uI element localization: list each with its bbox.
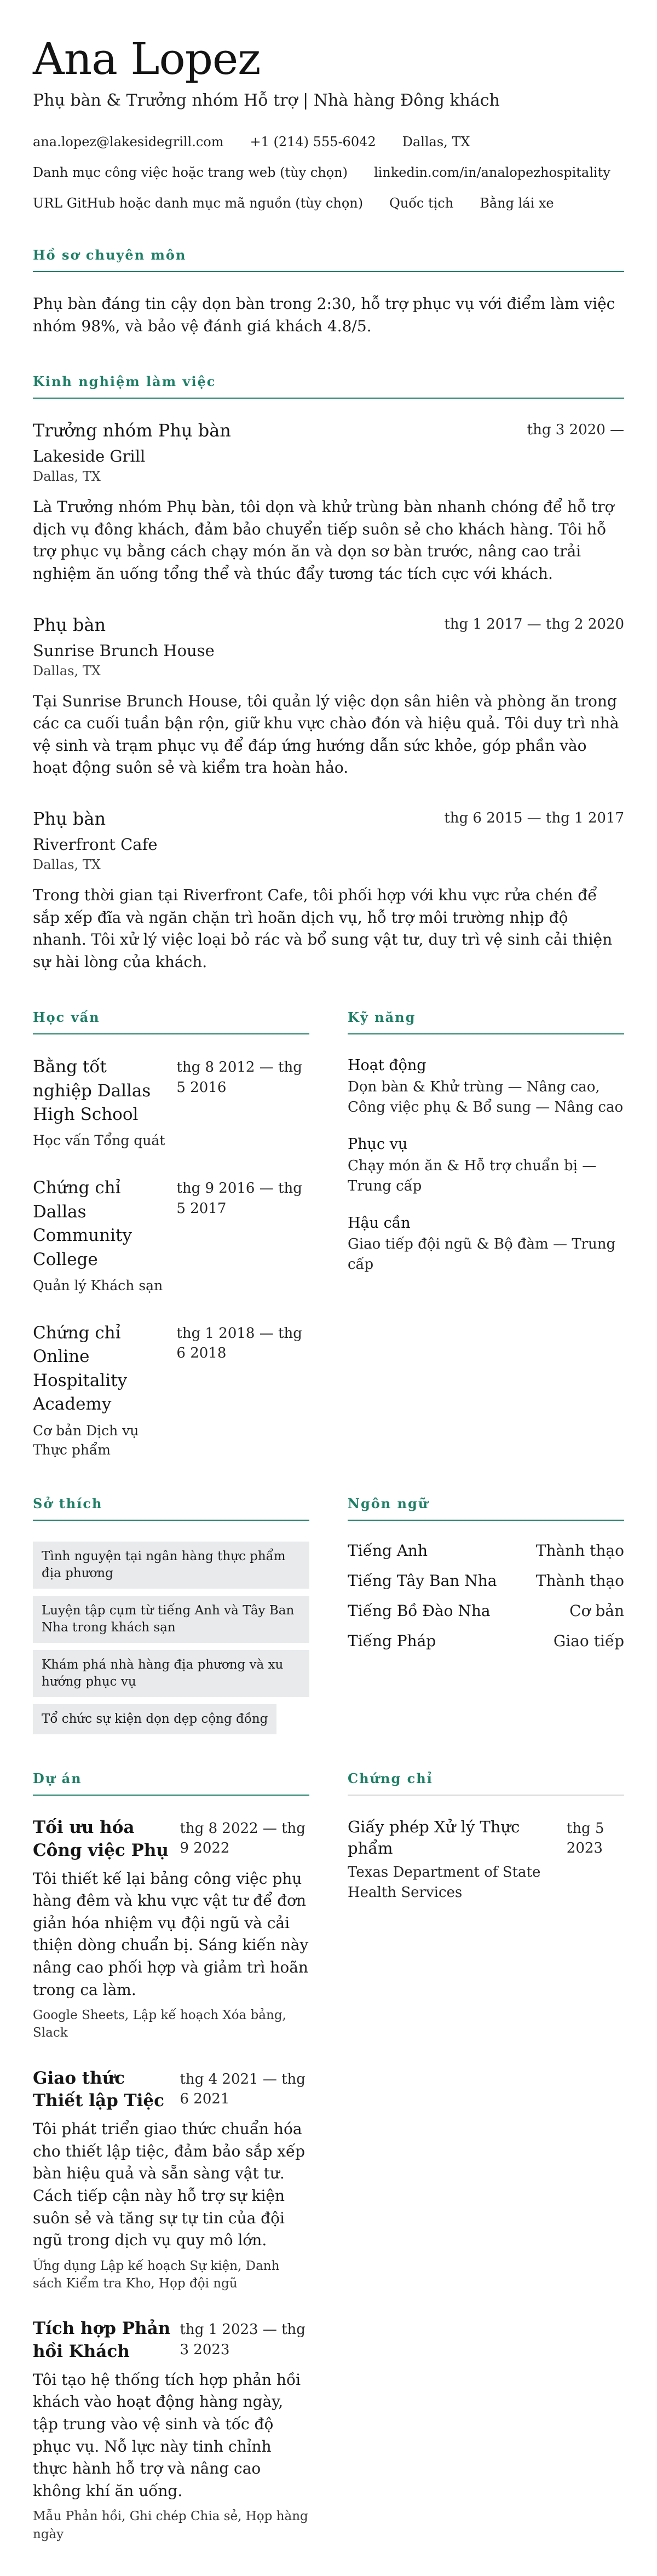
- row-projects-certificates: [33, 1770, 624, 2543]
- hobby-tag: Khám phá nhà hàng địa phương và xu hướng phục vụ: [33, 1650, 309, 1697]
- language-name: Tiếng Pháp: [348, 1631, 436, 1650]
- project-description: Tôi tạo hệ thống tích hợp phản hồi khách vào hoạt động hàng ngày, tập trung vào vệ sinh và tốc độ phục vụ. Nỗ lực này tinh chỉnh thực hành hỗ trợ và nâng cao không khí ăn uống.: [33, 2370, 301, 2500]
- section-divider: [33, 398, 624, 399]
- job-description: Trong thời gian tại Riverfront Cafe, tôi phối hợp với khu vực rửa chén để sắp xếp đĩa và ngăn chặn trì hoãn dịch vụ, hỗ trợ môi trường nhịp độ nhanh. Tôi xử lý việc loại bỏ rác và bổ sung vật tư, duy trì vệ sinh cải thiện sự hài lòng của khách.: [33, 886, 613, 971]
- language-level: Thành thạo: [535, 1541, 624, 1560]
- job-entry: [33, 808, 624, 973]
- certificates-heading: [348, 1770, 624, 1796]
- section-projects: [33, 1770, 309, 2543]
- project-entry: [33, 2067, 309, 2293]
- skill-group: [348, 1055, 624, 1118]
- contact-row: [33, 134, 624, 150]
- section-divider: [33, 1033, 309, 1034]
- certificate-date: thg 5 2023: [566, 1820, 604, 1857]
- skill-category: Phục vụ: [348, 1135, 408, 1153]
- project-dates: thg 4 2021 — thg 6 2021: [180, 2071, 306, 2107]
- language-name: Tiếng Tây Ban Nha: [348, 1571, 497, 1590]
- section-languages: [348, 1496, 624, 1650]
- contact-nationality-placeholder: Quốc tịch: [389, 196, 454, 211]
- skill-category: Hoạt động: [348, 1057, 427, 1074]
- education-entry: [33, 1176, 309, 1295]
- language-entry: [348, 1542, 624, 1560]
- section-skills: [348, 1009, 624, 1275]
- language-entry: [348, 1572, 624, 1590]
- languages-heading: [348, 1496, 624, 1521]
- certificate-issuer: Texas Department of State Health Services: [348, 1864, 541, 1901]
- section-experience: [33, 373, 624, 973]
- project-description: Tôi phát triển giao thức chuẩn hóa cho thiết lập tiệc, đảm bảo sắp xếp bàn hiệu quả và sẵn sàng vật tư. Cách tiếp cận này hỗ trợ sự kiện suôn sẻ và tăng sự tự tin của đội ngũ trong dịch vụ quy mô lớn.: [33, 2120, 306, 2250]
- project-dates: thg 1 2023 — thg 3 2023: [180, 2321, 306, 2358]
- resume-header: [33, 35, 624, 211]
- certificate-name: Giấy phép Xử lý Thực phẩm: [348, 1817, 520, 1858]
- education-dates: thg 9 2016 — thg 5 2017: [176, 1180, 302, 1217]
- job-company: Sunrise Brunch House: [33, 641, 215, 660]
- hobby-tag: Tình nguyện tại ngân hàng thực phẩm địa phương: [33, 1542, 309, 1589]
- projects-title: Dự án: [33, 1770, 82, 1786]
- education-degree: Chứng chỉ Dallas Community College: [33, 1178, 132, 1269]
- contact-linkedin: linkedin.com/in/analopezhospitality: [373, 165, 610, 180]
- contact-info: [33, 134, 624, 211]
- section-certificates: [348, 1770, 624, 1902]
- project-description: Tôi thiết kế lại bảng công việc phụ hàng đêm và khu vực vật tư để đơn giản hóa nhiệm vụ đội ngũ và cải thiện dòng chuẩn bị. Sáng kiến này nâng cao phối hợp và giảm trì hoãn trong ca làm.: [33, 1869, 309, 1999]
- job-entry: [33, 614, 624, 779]
- candidate-tagline: Phụ bàn & Trưởng nhóm Hỗ trợ | Nhà hàng Đông khách: [33, 91, 500, 110]
- job-company: Lakeside Grill: [33, 447, 146, 466]
- job-dates: thg 1 2017 — thg 2 2020: [444, 616, 624, 633]
- section-profile: [33, 247, 624, 337]
- contact-github-placeholder: URL GitHub hoặc danh mục mã nguồn (tùy chọn): [33, 196, 364, 211]
- job-dates: thg 3 2020 —: [527, 422, 624, 439]
- language-name: Tiếng Bồ Đào Nha: [348, 1601, 491, 1620]
- education-dates: thg 8 2012 — thg 5 2016: [176, 1059, 302, 1096]
- language-entry: [348, 1632, 624, 1650]
- section-divider: [348, 1033, 624, 1034]
- education-dates: thg 1 2018 — thg 6 2018: [176, 1325, 302, 1362]
- job-title: Phụ bàn: [33, 808, 106, 829]
- project-tools: Ứng dụng Lập kế hoạch Sự kiện, Danh sách Kiểm tra Kho, Họp đội ngũ: [33, 2258, 280, 2291]
- section-divider: [33, 271, 624, 272]
- certificates-title: Chứng chỉ: [348, 1770, 433, 1786]
- candidate-name: Ana Lopez: [33, 33, 261, 84]
- contact-portfolio-placeholder: Danh mục công việc hoặc trang web (tùy chọn): [33, 165, 348, 180]
- hobby-tag: Tổ chức sự kiện dọn dẹp cộng đồng: [33, 1704, 276, 1734]
- language-level: Cơ bản: [569, 1601, 624, 1620]
- contact-row: [33, 196, 624, 211]
- skills-heading: [348, 1009, 624, 1034]
- project-tools: Mẫu Phản hồi, Ghi chép Chia sẻ, Họp hàng ngày: [33, 2509, 308, 2542]
- skill-detail: Giao tiếp đội ngũ & Bộ đàm — Trung cấp: [348, 1236, 616, 1273]
- job-location: Dallas, TX: [33, 856, 101, 872]
- job-location: Dallas, TX: [33, 469, 101, 485]
- certificate-entry: [348, 1816, 624, 1902]
- section-divider-gray: [348, 1795, 624, 1796]
- education-entry: [33, 1055, 309, 1150]
- education-degree: Bằng tốt nghiệp Dallas High School: [33, 1057, 151, 1125]
- section-divider: [33, 1520, 309, 1521]
- experience-title: Kinh nghiệm làm việc: [33, 373, 216, 390]
- contact-row: [33, 165, 624, 180]
- row-education-skills: [33, 1009, 624, 1459]
- project-name: Tối ưu hóa Công việc Phụ: [33, 1817, 169, 1860]
- education-heading: [33, 1009, 309, 1034]
- job-location: Dallas, TX: [33, 663, 101, 679]
- row-hobbies-languages: [33, 1496, 624, 1734]
- profile-summary: Phụ bàn đáng tin cậy dọn bàn trong 2:30, hỗ trợ phục vụ với điểm làm việc nhóm 98%, và bảo vệ đánh giá khách 4.8/5.: [33, 295, 615, 335]
- education-field: Quản lý Khách sạn: [33, 1278, 163, 1294]
- job-company: Riverfront Cafe: [33, 835, 158, 854]
- language-level: Thành thạo: [535, 1571, 624, 1590]
- project-tools: Google Sheets, Lập kế hoạch Xóa bảng, Slack: [33, 2008, 286, 2040]
- contact-location: Dallas, TX: [402, 134, 470, 150]
- skill-category: Hậu cần: [348, 1214, 411, 1232]
- profile-heading: [33, 247, 624, 272]
- section-divider: [348, 1520, 624, 1521]
- section-education: [33, 1009, 309, 1459]
- project-dates: thg 8 2022 — thg 9 2022: [180, 1820, 306, 1857]
- languages-title: Ngôn ngữ: [348, 1495, 429, 1511]
- contact-driving-license-placeholder: Bằng lái xe: [480, 196, 554, 211]
- projects-heading: [33, 1770, 309, 1796]
- education-field: Học vấn Tổng quát: [33, 1132, 165, 1149]
- project-entry: [33, 1816, 309, 2042]
- hobbies-title: Sở thích: [33, 1495, 103, 1511]
- education-degree: Chứng chỉ Online Hospitality Academy: [33, 1323, 128, 1415]
- section-divider: [33, 1795, 309, 1796]
- job-dates: thg 6 2015 — thg 1 2017: [444, 809, 624, 826]
- profile-title: Hồ sơ chuyên môn: [33, 247, 187, 263]
- project-entry: [33, 2318, 309, 2543]
- hobby-tag: Luyện tập cụm từ tiếng Anh và Tây Ban Nha trong khách sạn: [33, 1596, 309, 1643]
- language-name: Tiếng Anh: [348, 1541, 428, 1560]
- job-description: Tại Sunrise Brunch House, tôi quản lý việc dọn sân hiên và phòng ăn trong các ca cuối tuần bận rộn, giữ khu vực chào đón và hiệu quả. Tôi duy trì nhà vệ sinh và trạm phục vụ để đáp ứng hướng dẫn sức khỏe, góp phần vào hoạt động suôn sẻ và kiểm tra hoàn hảo.: [33, 692, 619, 777]
- hobby-tags: [33, 1542, 309, 1734]
- job-description: Là Trưởng nhóm Phụ bàn, tôi dọn và khử trùng bàn nhanh chóng để hỗ trợ dịch vụ đông khách, đảm bảo chuyển tiếp suôn sẻ cho khách hàng. Tôi hỗ trợ phục vụ bằng cách chạy món ăn và dọn sơ bàn trước, nâng cao trải nghiệm ăn uống tổng thể và thúc đẩy tương tác tích cực với khách.: [33, 498, 614, 583]
- skills-title: Kỹ năng: [348, 1009, 416, 1026]
- education-title: Học vấn: [33, 1009, 100, 1026]
- experience-heading: [33, 373, 624, 399]
- contact-phone: +1 (214) 555-6042: [250, 134, 376, 150]
- skill-group: [348, 1213, 624, 1275]
- job-title: Phụ bàn: [33, 614, 106, 635]
- skill-detail: Dọn bàn & Khử trùng — Nâng cao, Công việc phụ & Bổ sung — Nâng cao: [348, 1079, 624, 1116]
- education-entry: [33, 1321, 309, 1459]
- hobbies-heading: [33, 1496, 309, 1521]
- skill-group: [348, 1134, 624, 1197]
- section-hobbies: [33, 1496, 309, 1734]
- job-title: Trưởng nhóm Phụ bàn: [33, 420, 231, 441]
- skill-detail: Chạy món ăn & Hỗ trợ chuẩn bị — Trung cấp: [348, 1157, 597, 1194]
- project-name: Tích hợp Phản hồi Khách: [33, 2319, 171, 2362]
- language-entry: [348, 1602, 624, 1620]
- contact-email: ana.lopez@lakesidegrill.com: [33, 134, 224, 150]
- language-level: Giao tiếp: [553, 1631, 624, 1650]
- job-entry: [33, 419, 624, 585]
- project-name: Giao thức Thiết lập Tiệc: [33, 2068, 164, 2111]
- education-field: Cơ bản Dịch vụ Thực phẩm: [33, 1422, 139, 1458]
